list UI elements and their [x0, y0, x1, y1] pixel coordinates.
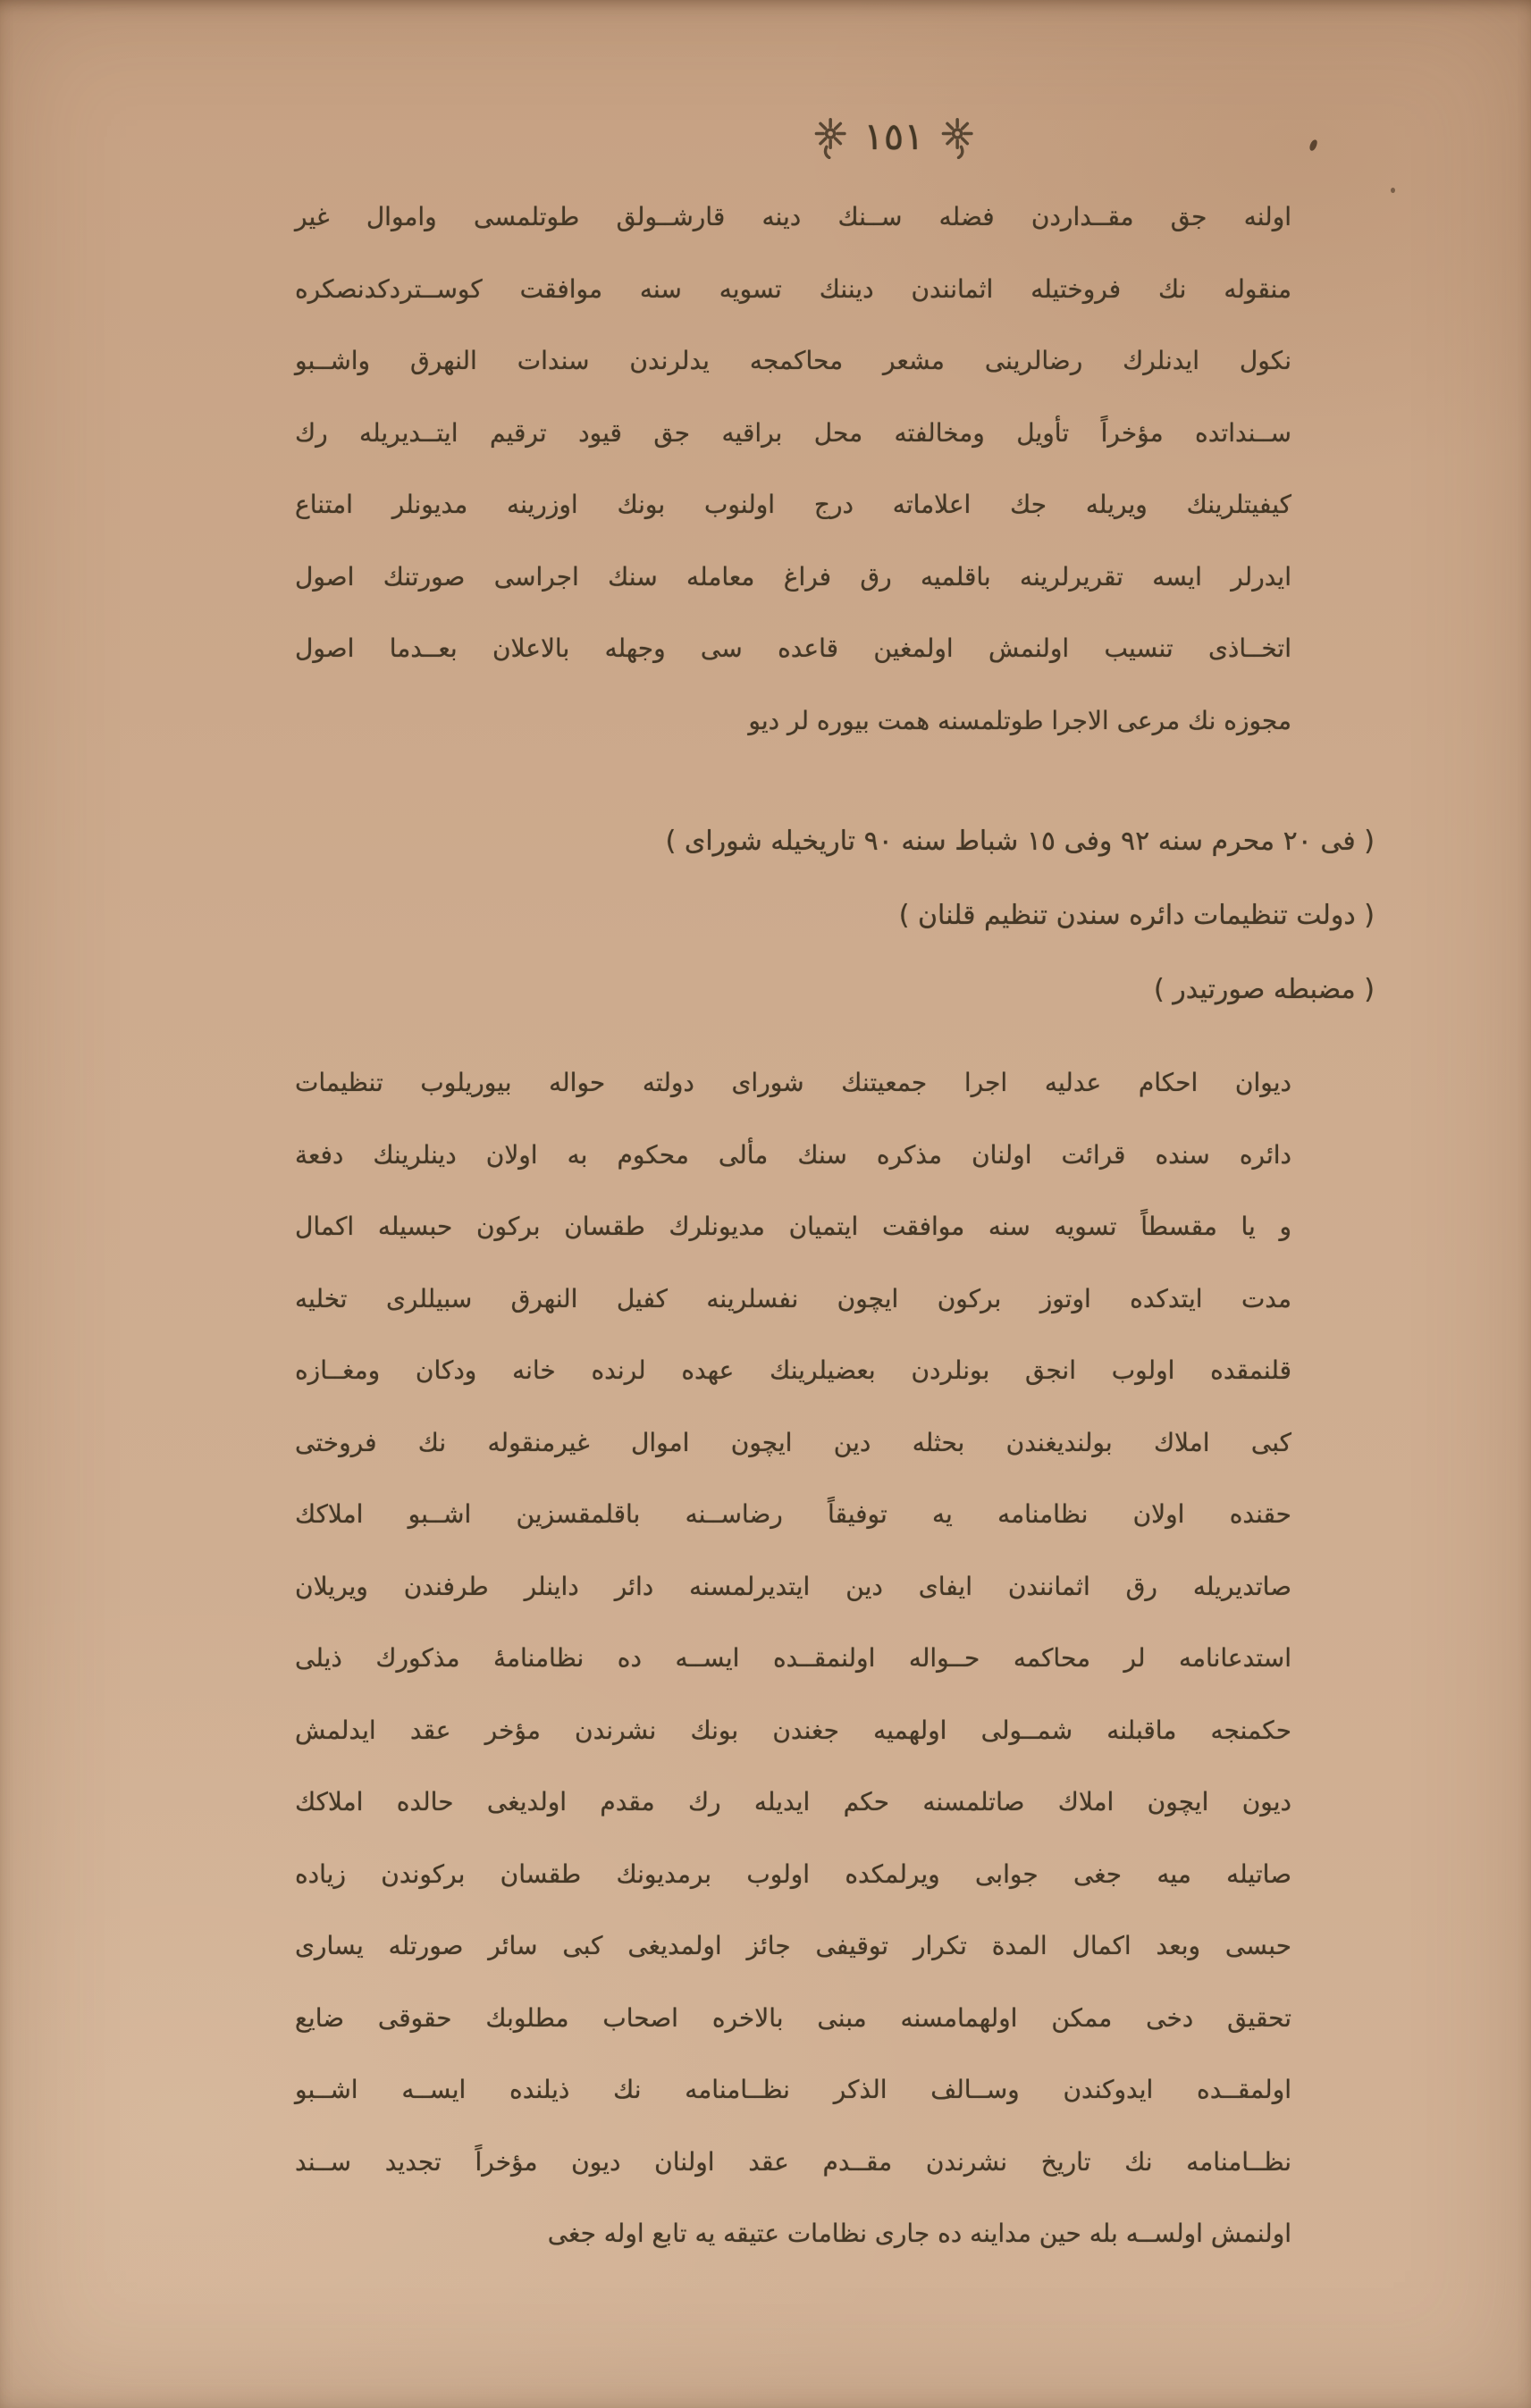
text-line: كبى املاك بولنديغندن بحثله دين ايچون اموال غيرمنقوله نك فروختى [295, 1427, 1291, 1457]
text-line: ( فى ٢٠ محرم سنه ٩٢ وفى ١٥ شباط سنه ٩٠ تاريخيله شوراى ) [665, 826, 1375, 857]
text-line: صاتديريله رق اثمانندن ايفاى دين ايتديرلمسنه دائر داينلر طرفندن ويريلان [295, 1571, 1291, 1601]
text-line: اولمقــده ايدوكندن وســالف الذكر نظــامنامه نك ذيلنده ايســه اشــبو [295, 2075, 1291, 2104]
text-line: نكول ايدنلرك رضالرينى مشعر محاكمجه يدلرندن سندات النهرق واشــبو [295, 346, 1291, 375]
text-line: منقوله نك فروختيله اثمانندن ديننك تسويه سنه موافقت كوســتردكدنصكره [295, 273, 1291, 304]
floral-ornament-icon [812, 114, 849, 159]
text-line: حقنده اولان نظامنامه يه توفيقاً رضاســنه باقلمقسزين اشــبو املاكك [295, 1499, 1291, 1529]
text-line: نظــامنامه نك تاريخ نشرندن مقــدم عقد اولنان ديون مؤخراً تجديد ســند [295, 2146, 1291, 2177]
text-line: صاتيله ميه جغى جوابى ويرلمكده اولوب برمديونك طقسان بركوندن زياده [295, 1858, 1291, 1889]
text-line: ( مضبطه صورتيدر ) [1154, 974, 1375, 1005]
ink-speck [1308, 138, 1318, 152]
text-line: اتخــاذى تنسيب اولنمش اولمغين قاعده سى وجهله بالاعلان بعــدما اصول [295, 633, 1291, 663]
text-line: و يا مقسطاً تسويه سنه موافقت ايتميان مديونلرك طقسان بركون حبسيله اكمال [295, 1212, 1291, 1241]
text-line: دائره سنده قرائت اولنان مذكره سنك مألى محكوم به اولان دينلرينك دفعة [295, 1139, 1291, 1170]
text-line: اولنمش اولســه بله حين مداينه ده جارى نظامات عتيقه يه تابع اوله جغى [547, 2219, 1291, 2248]
text-line: حكمنجه ماقبلنه شمــولى اولهميه جغندن بونك نشرندن مؤخر عقد ايدلمش [295, 1715, 1291, 1745]
page-header [812, 114, 976, 159]
body-paragraph-2 [295, 1047, 1291, 2270]
text-line: مجوزه نك مرعى الاجرا طوتلمسنه همت بيوره لر ديو [748, 705, 1291, 735]
text-line: تحقيق دخى ممكن اولهمامسنه مبنى بالاخره اصحاب مطلوبك حقوقى ضايع [295, 2002, 1291, 2033]
text-line: ايدرلر ايسه تقريرلرينه باقلميه رق فراغ معامله سنك اجراسى صورتنك اصول [295, 561, 1291, 592]
text-line: ديون ايچون املاك صاتلمسنه حكم ايديله رك مقدم اولديغى حالده املاكك [295, 1787, 1291, 1816]
text-line: ســنداتده مؤخراً تأويل ومخالفته محل براقيه جق قيود ترقيم ايتــديريله رك [295, 417, 1291, 448]
centered-heading-block [322, 804, 1375, 1027]
text-line: حبسى وبعد اكمال المدة تكرار توقيفى جائز اولمديغى كبى سائر صورتله يسارى [295, 1931, 1291, 1960]
floral-ornament-icon [938, 114, 976, 159]
page-number: ١٥١ [863, 114, 924, 158]
ink-speck [1391, 188, 1395, 193]
text-line: استدعانامه لر محاكمه حــواله اولنمقــده ايســه ده نظامنامهٔ مذكورك ذيلى [295, 1643, 1291, 1673]
text-line: ديوان احكام عدليه اجرا جمعيتنك شوراى دولته حواله بيوريلوب تنظيمات [295, 1068, 1291, 1097]
body-paragraph-1 [295, 181, 1291, 757]
text-line: ( دولت تنظيمات دائره سندن تنظيم قلنان ) [898, 900, 1375, 931]
text-line: اولنه جق مقــداردن فضله ســنك دينه قارشــولق طوتلمسى واموال غير [295, 202, 1291, 231]
text-line: مدت ايتدكده اوتوز بركون ايچون نفسلرينه كفيل النهرق سبيللرى تخليه [295, 1283, 1291, 1313]
text-line: كيفيتلرينك ويريله جك اعلاماته درج اولنوب بونك اوزرينه مديونلر امتناع [295, 490, 1291, 519]
text-line: قلنمقده اولوب انجق بونلردن بعضيلرينك عهده لرنده خانه ودكان ومغــازه [295, 1355, 1291, 1385]
